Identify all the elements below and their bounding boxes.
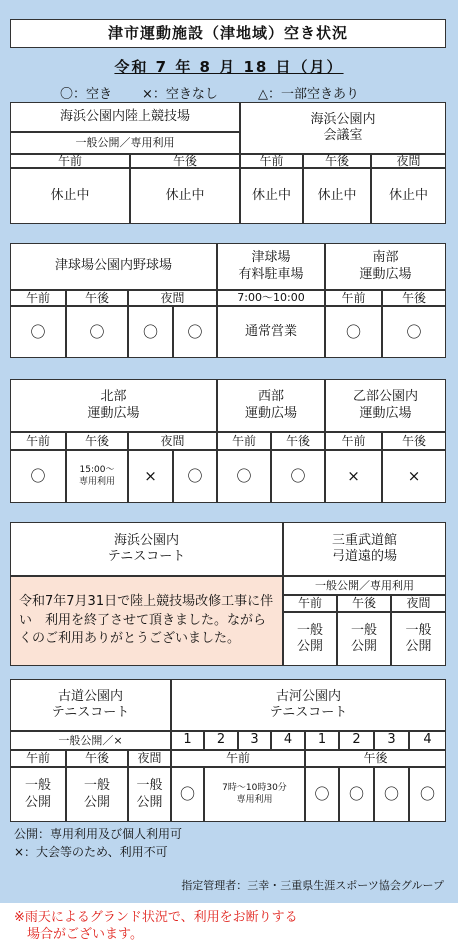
s3-value: × bbox=[325, 450, 382, 503]
s1-left-name: 海浜公園内陸上競技場 bbox=[10, 102, 240, 132]
legend-available: 〇：空き bbox=[60, 87, 113, 102]
s2-b-name: 津球場 有料駐車場 bbox=[217, 243, 325, 290]
s4-slot: 午後 bbox=[337, 595, 391, 612]
s3-value: × bbox=[382, 450, 446, 503]
court-number: 1 bbox=[305, 731, 339, 750]
s3-slot: 午後 bbox=[271, 432, 325, 450]
s5-a-value: 一般 公開 bbox=[66, 767, 128, 822]
footnote-unavailable: ×：大会等のため、利用不可 bbox=[14, 845, 168, 859]
s5-b-name: 古河公園内 テニスコート bbox=[171, 679, 446, 731]
s3-value: 〇 bbox=[217, 450, 271, 503]
s3-slot: 午前 bbox=[217, 432, 271, 450]
s2-value: 通常営業 bbox=[217, 306, 325, 358]
s2-slot-am: 午前 bbox=[10, 290, 66, 306]
court-number: 3 bbox=[238, 731, 271, 750]
s2-slot-hours: 7:00～10:00 bbox=[217, 290, 325, 306]
s2-slot-night: 夜間 bbox=[128, 290, 217, 306]
s3-value: 〇 bbox=[271, 450, 325, 503]
s2-slot-pm2: 午後 bbox=[382, 290, 446, 306]
court-number: 4 bbox=[409, 731, 446, 750]
s4-slot: 午前 bbox=[283, 595, 337, 612]
s2-slot-pm: 午後 bbox=[66, 290, 128, 306]
s3-value: 15:00～ 専用利用 bbox=[66, 450, 128, 503]
court-number: 2 bbox=[339, 731, 374, 750]
s2-value: 〇 bbox=[173, 306, 217, 358]
s5-a-name: 古道公園内 テニスコート bbox=[10, 679, 171, 731]
page-title: 津市運動施設（津地域）空き状況 bbox=[10, 19, 446, 48]
s1-slot-pm: 午後 bbox=[130, 154, 240, 168]
date-label: 令和 7 年 8 月 18 日（月） bbox=[114, 58, 344, 76]
s3-value: 〇 bbox=[10, 450, 66, 503]
legend-partial: △：一部空きあり bbox=[258, 87, 359, 102]
s1-value: 休止中 bbox=[10, 168, 130, 224]
s5-a-sub: 一般公開／× bbox=[10, 731, 171, 750]
s5-a-slot: 午後 bbox=[66, 750, 128, 767]
s1-slot-am: 午前 bbox=[10, 154, 130, 168]
s2-slot-am2: 午前 bbox=[325, 290, 382, 306]
court-number: 3 bbox=[374, 731, 409, 750]
s2-a-name: 津球場公園内野球場 bbox=[10, 243, 217, 290]
s1-value: 休止中 bbox=[371, 168, 446, 224]
s2-value: 〇 bbox=[128, 306, 173, 358]
footnote-public: 公開：専用利用及び個人利用可 bbox=[14, 827, 183, 841]
s5-a-value: 一般 公開 bbox=[128, 767, 171, 822]
s5-b-value: 〇 bbox=[374, 767, 409, 822]
s5-b-value: 〇 bbox=[339, 767, 374, 822]
s4-b-sub: 一般公開／専用利用 bbox=[283, 576, 446, 595]
s4-a-name: 海浜公園内 テニスコート bbox=[10, 522, 283, 576]
s3-slot: 午後 bbox=[66, 432, 128, 450]
s3-a-name: 北部 運動広場 bbox=[10, 379, 217, 432]
s1-right-name: 海浜公園内 会議室 bbox=[240, 102, 446, 154]
s5-a-slot: 夜間 bbox=[128, 750, 171, 767]
s1-value: 休止中 bbox=[240, 168, 303, 224]
s3-slot: 午前 bbox=[10, 432, 66, 450]
s5-b-slot-pm: 午後 bbox=[305, 750, 446, 767]
s3-b-name: 西部 運動広場 bbox=[217, 379, 325, 432]
s5-b-value: 〇 bbox=[409, 767, 446, 822]
s4-slot: 夜間 bbox=[391, 595, 446, 612]
s5-b-value: 〇 bbox=[171, 767, 204, 822]
s1-value: 休止中 bbox=[130, 168, 240, 224]
court-number: 4 bbox=[271, 731, 305, 750]
rain-notice: ※雨天によるグランド状況で、利用をお断りする 場合がございます。 bbox=[14, 910, 298, 942]
s4-value: 一般 公開 bbox=[337, 612, 391, 666]
s5-b-value: 〇 bbox=[305, 767, 339, 822]
s5-b-value: 7時～10時30分 専用利用 bbox=[204, 767, 305, 822]
s5-a-value: 一般 公開 bbox=[10, 767, 66, 822]
s5-b-slot-am: 午前 bbox=[171, 750, 305, 767]
s3-value: 〇 bbox=[173, 450, 217, 503]
s1-slot-pm2: 午後 bbox=[303, 154, 371, 168]
s3-slot: 夜間 bbox=[128, 432, 217, 450]
court-number: 2 bbox=[204, 731, 238, 750]
closure-notice: 令和7年7月31日で陸上競技場改修工事に伴い 利用を終了させて頂きました。ながらくのご利用ありがとうございました。 bbox=[10, 576, 283, 666]
s3-slot: 午前 bbox=[325, 432, 382, 450]
s2-value: 〇 bbox=[66, 306, 128, 358]
s4-value: 一般 公開 bbox=[391, 612, 446, 666]
s1-slot-night: 夜間 bbox=[371, 154, 446, 168]
s4-b-name: 三重武道館 弓道遠的場 bbox=[283, 522, 446, 576]
manager-label: 指定管理者：三幸・三重県生涯スポーツ協会グループ bbox=[181, 879, 444, 892]
court-number: 1 bbox=[171, 731, 204, 750]
s2-value: 〇 bbox=[382, 306, 446, 358]
s3-c-name: 乙部公園内 運動広場 bbox=[325, 379, 446, 432]
s1-slot-am2: 午前 bbox=[240, 154, 303, 168]
s1-value: 休止中 bbox=[303, 168, 371, 224]
s3-value: × bbox=[128, 450, 173, 503]
legend-full: ×：空きなし bbox=[142, 87, 218, 102]
s3-slot: 午後 bbox=[382, 432, 446, 450]
s2-value: 〇 bbox=[325, 306, 382, 358]
s2-value: 〇 bbox=[10, 306, 66, 358]
s5-a-slot: 午前 bbox=[10, 750, 66, 767]
s4-value: 一般 公開 bbox=[283, 612, 337, 666]
s2-c-name: 南部 運動広場 bbox=[325, 243, 446, 290]
s1-left-sub: 一般公開／専用利用 bbox=[10, 132, 240, 154]
